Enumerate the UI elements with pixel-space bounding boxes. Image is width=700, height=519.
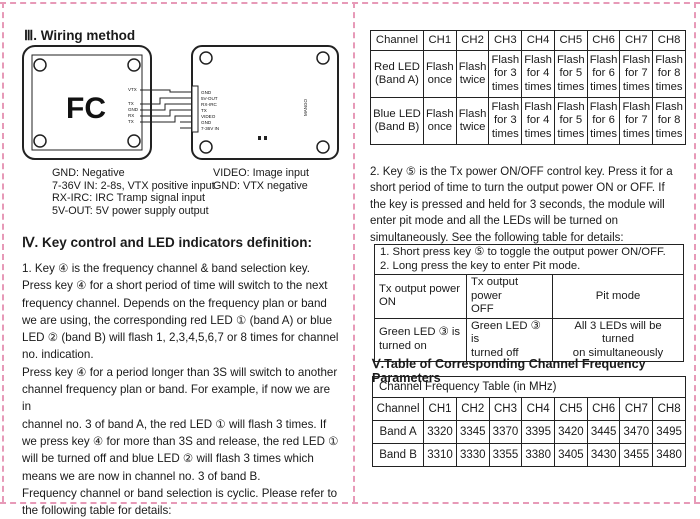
table-header: CH6: [587, 398, 620, 421]
table-row: [375, 318, 684, 362]
table-header: CH2: [456, 31, 489, 51]
section3-title: Ⅲ. Wiring method: [24, 28, 136, 43]
table-cell: Flash for 7 times: [620, 51, 653, 98]
table-cell: 3480: [653, 444, 686, 467]
table-cell: Flash twice: [456, 51, 489, 98]
vtx-pin-label: TX: [201, 108, 207, 113]
body-line: no. indication.: [22, 348, 94, 362]
fc-board: [23, 46, 151, 159]
frequency-table: [372, 376, 686, 467]
body-line: Frequency channel or band selection is cyclic. Please refer to: [22, 486, 338, 500]
body-line: 2. Key ⑤ is the Tx power ON/OFF control key. Press it for a: [370, 166, 673, 178]
table-cell: All 3 LEDs will be turned on simultaneously: [553, 318, 684, 362]
table-cell: Flash for 3 times: [489, 98, 522, 145]
body-line: enter pit mode and all the LEDs will be turned on: [370, 215, 619, 228]
body-line: will be turned off and blue LED ② will flash 3 times which: [22, 452, 314, 466]
table-cell: Flash once: [423, 51, 456, 98]
page-border-top: [0, 2, 700, 4]
table-cell: [375, 245, 684, 275]
table-cell: Flash twice: [456, 98, 489, 145]
table-row: [375, 275, 684, 319]
table-header: Channel: [373, 398, 424, 421]
table-cell: Flash for 4 times: [522, 51, 555, 98]
table-row: [373, 377, 686, 398]
table-row: [375, 245, 684, 275]
table-header: CH1: [423, 31, 456, 51]
body-line: simultaneously. See the following table for details:: [370, 231, 624, 244]
fc-pin-label: TX: [128, 101, 134, 106]
body-line: the following table for details:: [22, 504, 172, 518]
section5-title: Ⅴ.Table of Corresponding Channel Frequency Parameters: [372, 357, 646, 385]
note-line: 2. Long press the key to enter Pit mode.: [380, 259, 581, 272]
table-cell: 3345: [456, 421, 489, 444]
table-cell: 3395: [522, 421, 555, 444]
table-cell: 3470: [620, 421, 653, 444]
table-header: CH5: [555, 398, 588, 421]
table-cell: 3420: [555, 421, 588, 444]
vtx-pin-label: GND: [201, 120, 212, 125]
vtx-pin-label: 7-36V IN: [201, 126, 220, 131]
section4-body: [22, 260, 342, 519]
legend-line: GND: Negative: [52, 167, 125, 179]
table-cell: Flash for 8 times: [653, 51, 686, 98]
table-cell: Flash for 8 times: [653, 98, 686, 145]
table-cell: Band A: [373, 421, 424, 444]
table-header: CH8: [653, 398, 686, 421]
body-line: channel no. 3 of band A, the red LED ① will flash 3 times. If: [22, 417, 327, 431]
table-row: [371, 31, 686, 51]
fc-pin-label: GND: [128, 107, 138, 112]
page-border-left: [2, 2, 4, 502]
table-caption: Channel Frequency Table (in MHz): [373, 377, 686, 398]
table-cell: Flash once: [423, 98, 456, 145]
table-row: [373, 398, 686, 421]
body-line: we press key ④ for more than 3S and release, the red LED ①: [22, 434, 339, 448]
table-header: CH7: [620, 398, 653, 421]
table-header: Tx output power OFF: [467, 275, 553, 319]
table-cell: Band B: [373, 444, 424, 467]
wiring-legend-left: [52, 167, 215, 217]
body-line: the key is pressed and held for 3 seconds, the module will: [370, 198, 665, 211]
table-cell: 3330: [456, 444, 489, 467]
body-line: Press key ④ for a short period of time will switch to the next: [22, 279, 328, 293]
center-divider: [353, 2, 355, 502]
table-row: [371, 98, 686, 145]
table-row: [373, 421, 686, 444]
table-header: CH6: [587, 31, 620, 51]
fc-pin-label: VTX: [128, 87, 137, 92]
vtx-pin-label: RX-IRC: [201, 102, 217, 107]
legend-line: 5V-OUT: 5V power supply output: [52, 204, 209, 217]
vtx-pin-label: GND: [201, 90, 212, 95]
wiring-legend-right: [213, 167, 309, 192]
table-header: CH1: [424, 398, 457, 421]
table-header: CH7: [620, 31, 653, 51]
body-line: short period of time to turn the output power ON or OFF. If: [370, 182, 665, 195]
key5-description: [370, 164, 690, 246]
table-header: Channel: [371, 31, 424, 51]
table-cell: Flash for 5 times: [554, 51, 587, 98]
legend-line: VIDEO: Image input: [213, 167, 310, 179]
table-cell: 3320: [424, 421, 457, 444]
vtx-pin-label: 5V-OUT: [201, 96, 218, 101]
legend-line: RX-IRC: IRC Tramp signal input: [52, 192, 206, 204]
note-line: 1. Short press key ⑤ to toggle the output power ON/OFF.: [380, 246, 666, 258]
table-cell: Flash for 4 times: [522, 98, 555, 145]
section4-title: Ⅳ. Key control and LED indicators definition:: [22, 235, 312, 250]
table-header: CH2: [456, 398, 489, 421]
table-cell: Red LED (Band A): [371, 51, 424, 98]
table-cell: 3495: [653, 421, 686, 444]
page-border-right: [694, 2, 696, 502]
table-header: Pit mode: [553, 275, 684, 319]
wiring-diagram: [20, 40, 350, 164]
table-cell: Green LED ③ is turned off: [467, 318, 553, 362]
table-cell: 3355: [489, 444, 522, 467]
table-row: [373, 444, 686, 467]
power-table: [374, 244, 684, 362]
table-cell: 3430: [587, 444, 620, 467]
table-header: CH8: [653, 31, 686, 51]
body-line: frequency channel. Depends on the frequency plan or band: [22, 296, 327, 310]
table-header: CH4: [522, 31, 555, 51]
module-text: MANGO: [303, 98, 308, 116]
table-row: [371, 51, 686, 98]
fc-pin-label: TX: [128, 119, 134, 124]
table-header: CH4: [522, 398, 555, 421]
body-line: we are using, the corresponding red LED ① (band A) or blue: [22, 313, 333, 327]
table-header: Tx output power ON: [375, 275, 467, 319]
table-cell: 3370: [489, 421, 522, 444]
legend-line: 7-36V IN: 2-8s, VTX positive input: [52, 179, 215, 192]
table-cell: Flash for 6 times: [587, 98, 620, 145]
table-cell: Flash for 6 times: [587, 51, 620, 98]
table-cell: 3310: [424, 444, 457, 467]
body-line: Press key ④ for a period longer than 3S will switch to another: [22, 365, 338, 379]
led-table: [370, 30, 686, 145]
vtx-module: [192, 46, 338, 159]
legend-line: GND: VTX negative: [213, 179, 308, 192]
table-header: CH3: [489, 398, 522, 421]
table-header: CH5: [554, 31, 587, 51]
table-cell: 3405: [555, 444, 588, 467]
table-header: CH3: [489, 31, 522, 51]
table-cell: 3455: [620, 444, 653, 467]
body-line: LED ② (band B) will flash 1, 2,3,4,5,6,7 or 8 times for channel: [22, 331, 339, 345]
fc-label: FC: [66, 92, 106, 125]
table-cell: 3445: [587, 421, 620, 444]
body-line: means we are now in channel no. 3 of band B.: [22, 469, 261, 483]
table-cell: 3380: [522, 444, 555, 467]
vtx-pin-label: VIDEO: [201, 114, 216, 119]
table-cell: Blue LED (Band B): [371, 98, 424, 145]
table-cell: Green LED ③ is turned on: [375, 318, 467, 362]
fc-pin-label: RX: [128, 113, 135, 118]
body-line: 1. Key ④ is the frequency channel & band selection key.: [22, 262, 310, 275]
body-line: channel frequency plan or band. For example, if now we are in: [22, 383, 331, 414]
table-cell: Flash for 5 times: [554, 98, 587, 145]
table-cell: Flash for 3 times: [489, 51, 522, 98]
table-cell: Flash for 7 times: [620, 98, 653, 145]
